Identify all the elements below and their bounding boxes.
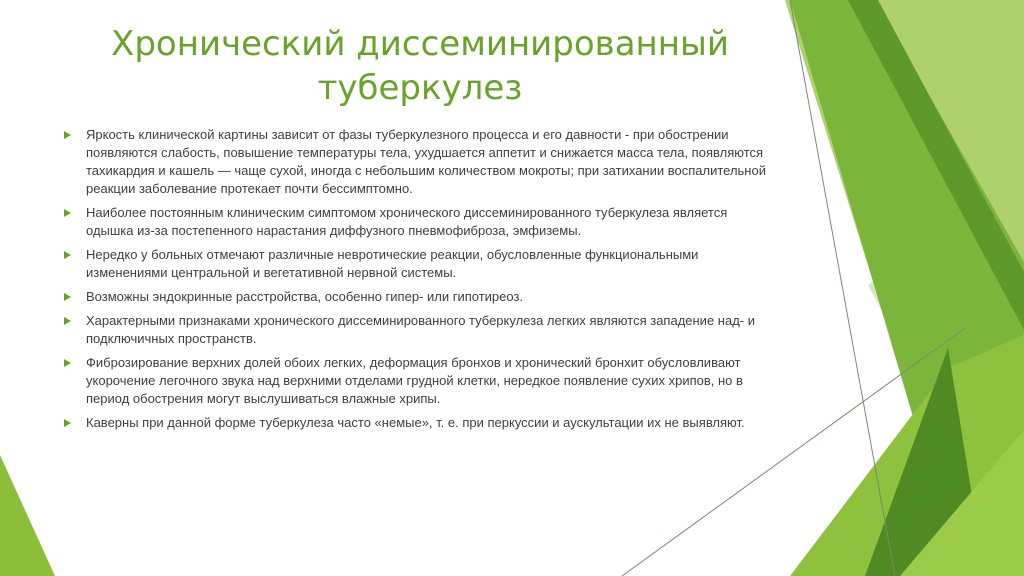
bullet-text: Наиболее постоянным клиническим симптомом хронического диссеминированного туберкулеза является одышка из-за постепенного нарастания диффузного пневмофиброза, эмфиземы. [86, 205, 728, 238]
slide-title-line-2: туберкулез [317, 68, 523, 108]
triangle-bullet-icon [64, 419, 71, 427]
bullet-text: Каверны при данной форме туберкулеза часто «немые», т. е. при перкуссии и аускультации их не выявляют. [86, 415, 745, 430]
bullet-item [62, 312, 777, 348]
bullet-item [62, 126, 777, 198]
triangle-bullet-icon [64, 293, 71, 301]
bullet-item [62, 204, 777, 240]
bullet-item [62, 414, 777, 432]
bottom-left-triangle [0, 455, 55, 576]
bullet-item [62, 354, 777, 408]
bullet-item [62, 246, 777, 282]
bullet-text: Характерными признаками хронического диссеминированного туберкулеза легких являются западение над- и подключичных пространств. [86, 313, 755, 346]
bullet-text: Яркость клинической картины зависит от фазы туберкулезного процесса и его давности - при обострении появляются слабость, повышение температуры тела, ухудшается аппетит и снижается масса тела, появляются тахикардия и кашель — чаще сухой, иногда с небольшим количеством мокроты; при затихании воспалительной реакции заболевание протекает почти бессимптомно. [86, 127, 766, 196]
triangle-bullet-icon [64, 209, 71, 217]
bullet-text: Возможны эндокринные расстройства, особенно гипер- или гипотиреоз. [86, 289, 524, 304]
bullet-text: Нередко у больных отмечают различные невротические реакции, обусловленные функциональными изменениями центральной и вегетативной нервной системы. [86, 247, 699, 280]
slide-title [60, 22, 780, 110]
bullet-item [62, 288, 777, 306]
triangle-bullet-icon [64, 317, 71, 325]
triangle-bullet-icon [64, 359, 71, 367]
bullet-text: Фиброзирование верхних долей обоих легких, деформация бронхов и хронический бронхит обусловливают укорочение легочного звука над верхними отделами грудной клетки, нередкое появление сухих хрипов, но в период обострения могут выслушиваться влажные хрипы. [86, 355, 743, 406]
triangle-bullet-icon [64, 251, 71, 259]
bullet-list [62, 126, 777, 438]
triangle-bullet-icon [64, 131, 71, 139]
slide-title-line-1: Хронический диссеминированный [111, 24, 729, 64]
